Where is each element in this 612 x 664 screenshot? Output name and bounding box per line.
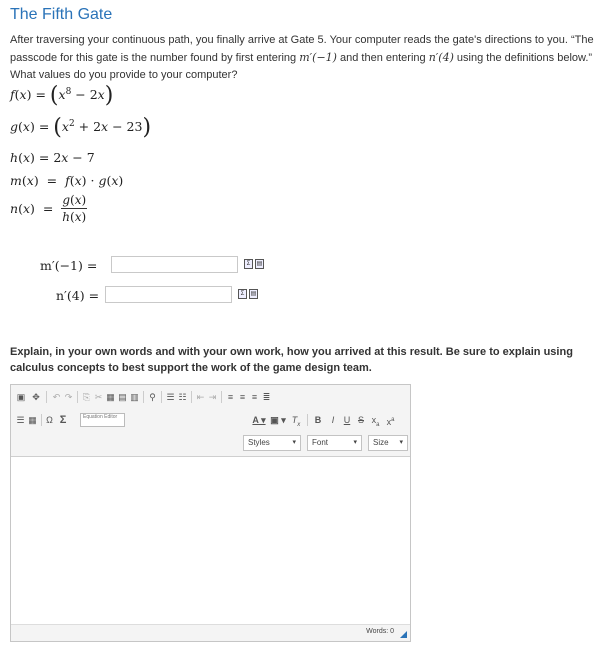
prompt-text-2: and then entering (336, 52, 429, 64)
editor-content-area[interactable] (11, 457, 410, 625)
equation-preview-icon[interactable]: ▤ (250, 291, 257, 297)
underline-button[interactable]: U (343, 415, 351, 425)
horizontal-rule-icon[interactable]: ☰ (16, 415, 25, 425)
source-icon[interactable]: ▣ (16, 392, 26, 402)
outdent-icon[interactable]: ⇤ (196, 392, 205, 402)
equation-editor-icon[interactable]: Σ (244, 259, 253, 269)
chevron-down-icon: ▾ (353, 439, 357, 446)
chevron-down-icon: ▾ (399, 439, 403, 446)
justify-icon[interactable]: ≣ (262, 392, 271, 402)
word-count: Words: 0 (366, 628, 394, 635)
answer-label-m: m′(−1) = (40, 258, 98, 273)
equation-preview-icon[interactable]: ▤ (256, 261, 263, 267)
maximize-icon[interactable]: ✥ (32, 392, 40, 402)
special-character-icon[interactable]: Ω (46, 415, 53, 425)
equation-editor-icon[interactable]: Σ (238, 289, 247, 299)
size-dropdown[interactable] (368, 435, 408, 451)
paste-text-icon[interactable]: ▤ (118, 392, 127, 402)
align-left-icon[interactable]: ≡ (227, 392, 234, 402)
subscript-button[interactable]: $x_a$ (371, 415, 380, 428)
editor-status-bar (11, 624, 410, 641)
first-expression: m′(−1) (299, 51, 337, 64)
editor-toolbar (11, 385, 410, 457)
strikethrough-button[interactable]: S (357, 415, 364, 425)
resize-handle[interactable] (400, 631, 407, 638)
indent-icon[interactable]: ⇥ (208, 392, 217, 402)
background-color-button[interactable]: ▣ ▾ (270, 415, 286, 425)
undo-icon[interactable]: ↶ (52, 392, 61, 402)
explain-prompt: Explain, in your own words and with your own work, how you arrived at this result. Be sure to explain using calculus concepts to best support the work of the game design team. (10, 346, 573, 374)
find-icon[interactable]: ⚲ (149, 392, 156, 402)
styles-label: Styles (248, 438, 270, 447)
definition-g: $g(x) = (x^2 + 2x - 23)$ (10, 115, 152, 141)
align-right-icon[interactable]: ≡ (251, 392, 258, 402)
remove-format-icon[interactable]: $T_x$ (291, 415, 301, 428)
superscript-button[interactable]: $x^a$ (386, 417, 395, 427)
prompt-text-1: After traversing your continuous path, you finally arrive at Gate 5. Your computer reads the gate's directions to you. “The passcode for this gate is the number found by first entering (10, 34, 594, 64)
styles-dropdown[interactable] (243, 435, 301, 451)
question-prompt (10, 32, 595, 84)
font-label: Font (312, 438, 329, 447)
align-center-icon[interactable]: ≡ (239, 392, 246, 402)
definition-h: h(x) = 2x − 7 (10, 150, 95, 165)
definition-m: m(x) = f(x) · g(x) (10, 173, 124, 188)
numbered-list-icon[interactable]: ☰ (166, 392, 175, 402)
page-title: The Fifth Gate (10, 6, 113, 23)
paste-word-icon[interactable]: ▥ (130, 392, 139, 402)
redo-icon[interactable]: ↷ (64, 392, 73, 402)
cut-icon[interactable]: ✂ (94, 392, 103, 402)
copy-icon[interactable]: ⎘ (82, 392, 91, 402)
n-fraction: $\frac{g(x)}{h(x)}$ (62, 193, 87, 224)
paste-icon[interactable]: ▦ (106, 392, 115, 402)
bulleted-list-icon[interactable]: ☷ (178, 392, 187, 402)
size-label: Size (373, 438, 389, 447)
second-expression: n′(4) (428, 51, 454, 64)
answer-input-n[interactable] (105, 286, 232, 303)
bold-button[interactable]: B (314, 415, 322, 425)
font-dropdown[interactable] (307, 435, 362, 451)
prompt-text-3: using the definitions below.” What values do you provide to your computer? (10, 52, 593, 81)
definition-f: $f(x) = (x^8 - 2x)$ (10, 83, 114, 109)
text-color-button[interactable]: A ▾ (252, 415, 266, 425)
answer-label-n: n′(4) = (56, 288, 100, 303)
rich-text-editor (10, 384, 411, 642)
definition-n: n(x) = $\frac{g(x)}{h(x)}$ (10, 193, 87, 224)
answer-input-m[interactable] (111, 256, 238, 273)
chevron-down-icon: ▾ (292, 439, 296, 446)
italic-button[interactable]: I (331, 415, 335, 425)
equation-editor-button[interactable]: Equation Editor (80, 413, 125, 427)
sigma-icon[interactable]: Σ (59, 414, 67, 426)
table-icon[interactable]: ▦ (28, 415, 37, 425)
